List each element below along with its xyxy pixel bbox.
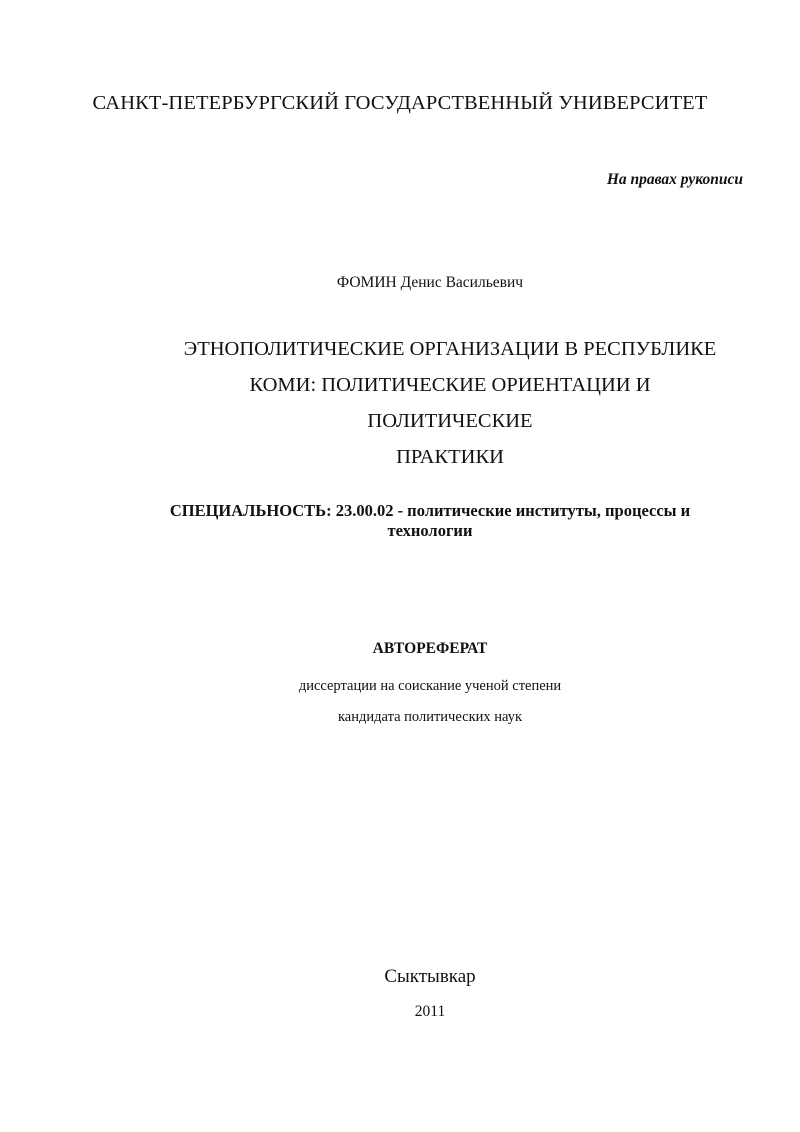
specialty xyxy=(140,501,720,541)
title-line: КОМИ: ПОЛИТИЧЕСКИЕ ОРИЕНТАЦИИ И ПОЛИТИЧЕСКИЕ xyxy=(249,374,651,432)
title-line: ПРАКТИКИ xyxy=(396,446,504,468)
degree-description xyxy=(0,671,800,733)
dissertation-title xyxy=(170,331,730,475)
degree-line: диссертации на соискание ученой степени xyxy=(298,678,562,694)
abstract-label: АВТОРЕФЕРАТ xyxy=(372,640,488,657)
specialty-line: СПЕЦИАЛЬНОСТЬ: 23.00.02 - политические институты, процессы и xyxy=(169,501,691,520)
city: Сыктывкар xyxy=(384,966,476,987)
year: 2011 xyxy=(414,1003,446,1020)
specialty-line: технологии xyxy=(387,521,473,540)
author-name: ФОМИН Денис Васильевич xyxy=(336,274,524,291)
university-name: САНКТ-ПЕТЕРБУРГСКИЙ ГОСУДАРСТВЕННЫЙ УНИВЕРСИТЕТ xyxy=(92,92,708,114)
degree-line: кандидата политических наук xyxy=(337,709,523,725)
rights-note: На правах рукописи xyxy=(606,171,743,188)
title-line: ЭТНОПОЛИТИЧЕСКИЕ ОРГАНИЗАЦИИ В РЕСПУБЛИКЕ xyxy=(183,338,717,360)
